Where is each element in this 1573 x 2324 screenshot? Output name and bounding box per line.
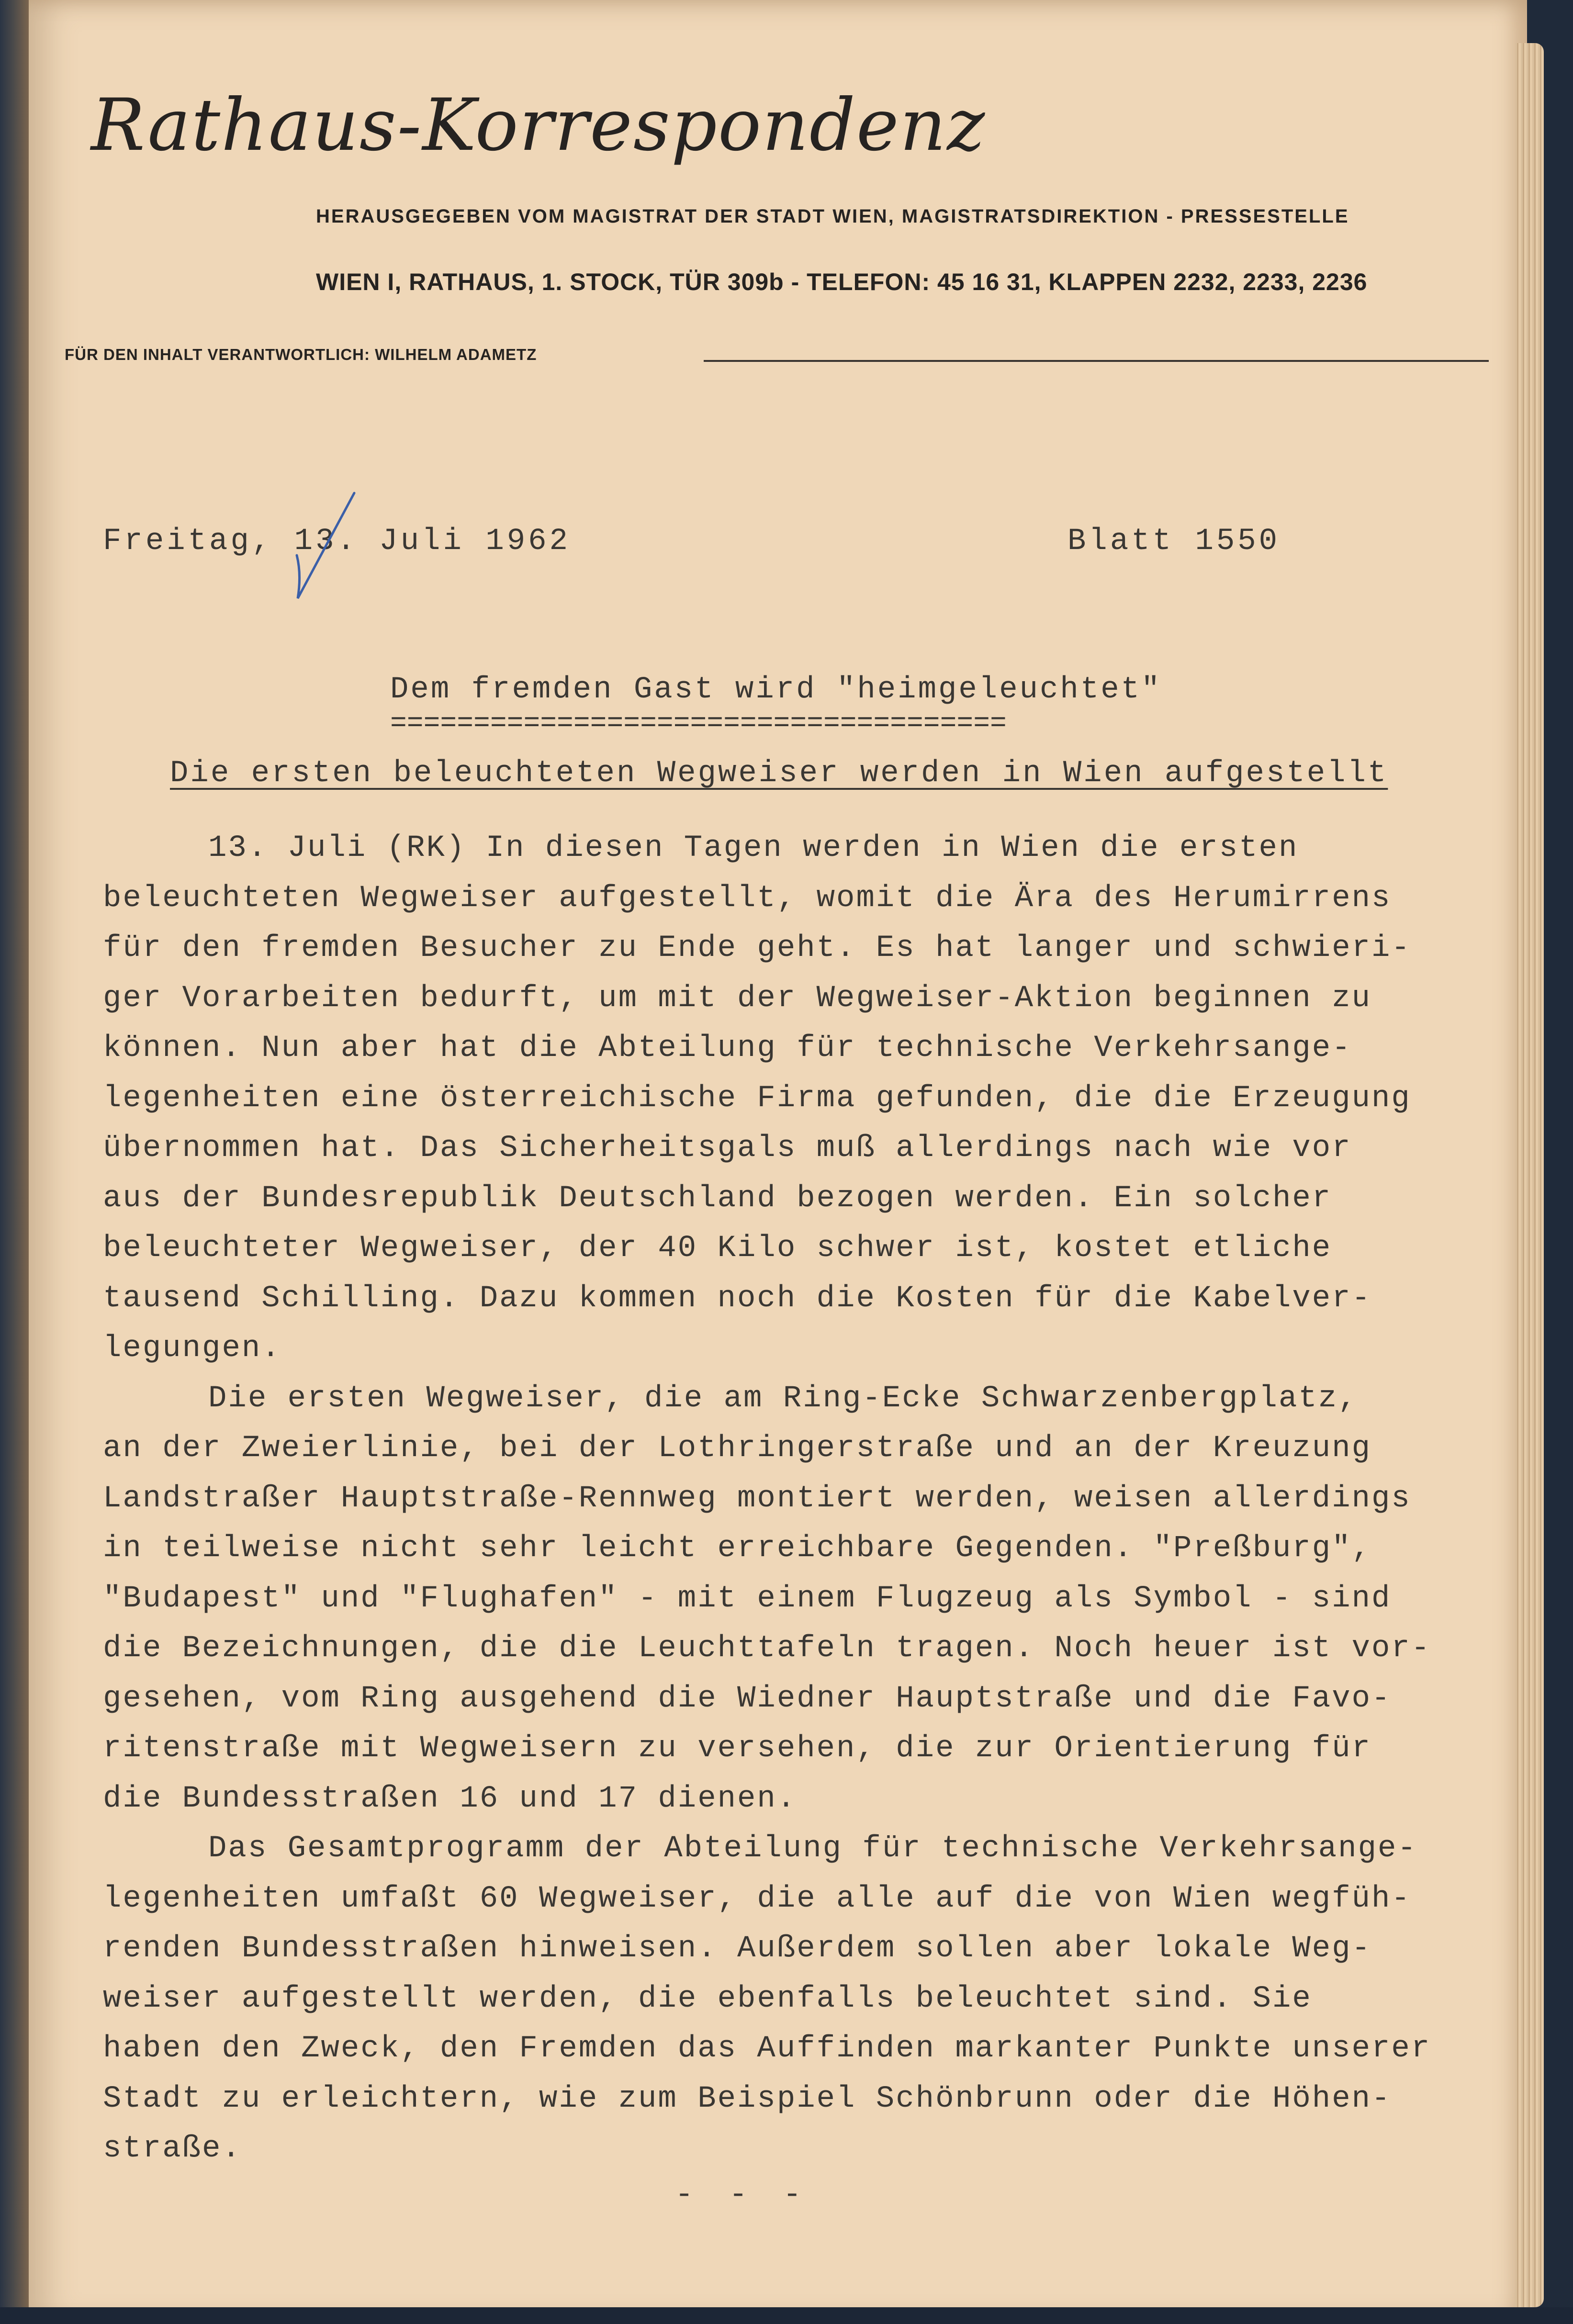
masthead-rule: [704, 360, 1489, 362]
body-line: 13. Juli (RK) In diesen Tagen werden in Wien die ersten: [208, 831, 1299, 865]
body-line: in teilweise nicht sehr leicht erreichbare Gegenden. "Preßburg",: [103, 1531, 1371, 1566]
pen-check-mark: [287, 483, 383, 608]
body-line: legungen.: [103, 1331, 281, 1366]
body-line: legenheiten umfaßt 60 Wegweiser, die alle auf die von Wien wegfüh-: [103, 1881, 1411, 1916]
dateline-date: Freitag, 13. Juli 1962: [103, 524, 571, 559]
body-line: für den fremden Besucher zu Ende geht. Es hat langer und schwieri-: [103, 931, 1411, 966]
masthead-responsible-row: [65, 346, 1434, 370]
body-line: renden Bundesstraßen hinweisen. Außerdem sollen aber lokale Weg-: [103, 1931, 1371, 1966]
body-line: an der Zweierlinie, bei der Lothringerstraße und an der Kreuzung: [103, 1431, 1371, 1466]
masthead-address: WIEN I, RATHAUS, 1. STOCK, TÜR 309b - TELEFON: 45 16 31, KLAPPEN 2232, 2233, 2236: [316, 269, 1368, 295]
masthead-responsible: FÜR DEN INHALT VERANTWORTLICH: WILHELM ADAMETZ: [65, 346, 537, 363]
body-line: beleuchteten Wegweiser aufgestellt, womit die Ära des Herumirrens: [103, 881, 1392, 916]
headline-double-rule: =====================================: [390, 708, 1007, 740]
body-line: legenheiten eine österreichische Firma gefunden, die die Erzeugung: [103, 1081, 1411, 1116]
scan-background: [0, 2307, 1573, 2324]
body-line: tausend Schilling. Dazu kommen noch die Kosten für die Kabelver-: [103, 1281, 1371, 1316]
masthead-title: Rathaus-Korrespondenz: [91, 84, 986, 167]
body-line: Landstraßer Hauptstraße-Rennweg montiert werden, weisen allerdings: [103, 1481, 1411, 1516]
body-line: übernommen hat. Das Sicherheitsgals muß allerdings nach wie vor: [103, 1131, 1352, 1166]
body-line: ritenstraße mit Wegweisern zu versehen, die zur Orientierung für: [103, 1731, 1371, 1766]
body-line: können. Nun aber hat die Abteilung für technische Verkehrsange-: [103, 1031, 1352, 1066]
body-line: straße.: [103, 2132, 242, 2166]
body-line: Stadt zu erleichtern, wie zum Beispiel Schönbrunn oder die Höhen-: [103, 2081, 1392, 2116]
body-line: haben den Zweck, den Fremden das Auffinden markanter Punkte unserer: [103, 2032, 1431, 2066]
body-line: Das Gesamtprogramm der Abteilung für technische Verkehrsange-: [208, 1831, 1417, 1866]
body-line: "Budapest" und "Flughafen" - mit einem Flugzeug als Symbol - sind: [103, 1581, 1392, 1616]
article-body: [103, 823, 1443, 2174]
article-headline: Dem fremden Gast wird "heimgeleuchtet": [390, 673, 1162, 707]
body-line: gesehen, vom Ring ausgehend die Wiedner Hauptstraße und die Favo-: [103, 1681, 1392, 1716]
body-line: die Bundesstraßen 16 und 17 dienen.: [103, 1781, 797, 1816]
article-subheadline: Die ersten beleuchteten Wegweiser werden in Wien aufgestellt: [170, 756, 1388, 791]
end-mark: - - -: [675, 2178, 810, 2212]
page-stack-edge: [1515, 43, 1544, 2307]
masthead-publisher: HERAUSGEGEBEN VOM MAGISTRAT DER STADT WIEN, MAGISTRATSDIREKTION - PRESSESTELLE: [316, 206, 1349, 227]
body-line: aus der Bundesrepublik Deutschland bezogen werden. Ein solcher: [103, 1181, 1332, 1216]
body-line: weiser aufgestellt werden, die ebenfalls beleuchtet sind. Sie: [103, 1981, 1312, 2016]
dateline-sheet: Blatt 1550: [1067, 524, 1281, 559]
body-line: beleuchteter Wegweiser, der 40 Kilo schwer ist, kostet etliche: [103, 1231, 1332, 1266]
body-line: die Bezeichnungen, die die Leuchttafeln tragen. Noch heuer ist vor-: [103, 1631, 1431, 1666]
body-line: ger Vorarbeiten bedurft, um mit der Wegweiser-Aktion beginnen zu: [103, 981, 1371, 1016]
body-line: Die ersten Wegweiser, die am Ring-Ecke Schwarzenbergplatz,: [208, 1381, 1358, 1416]
